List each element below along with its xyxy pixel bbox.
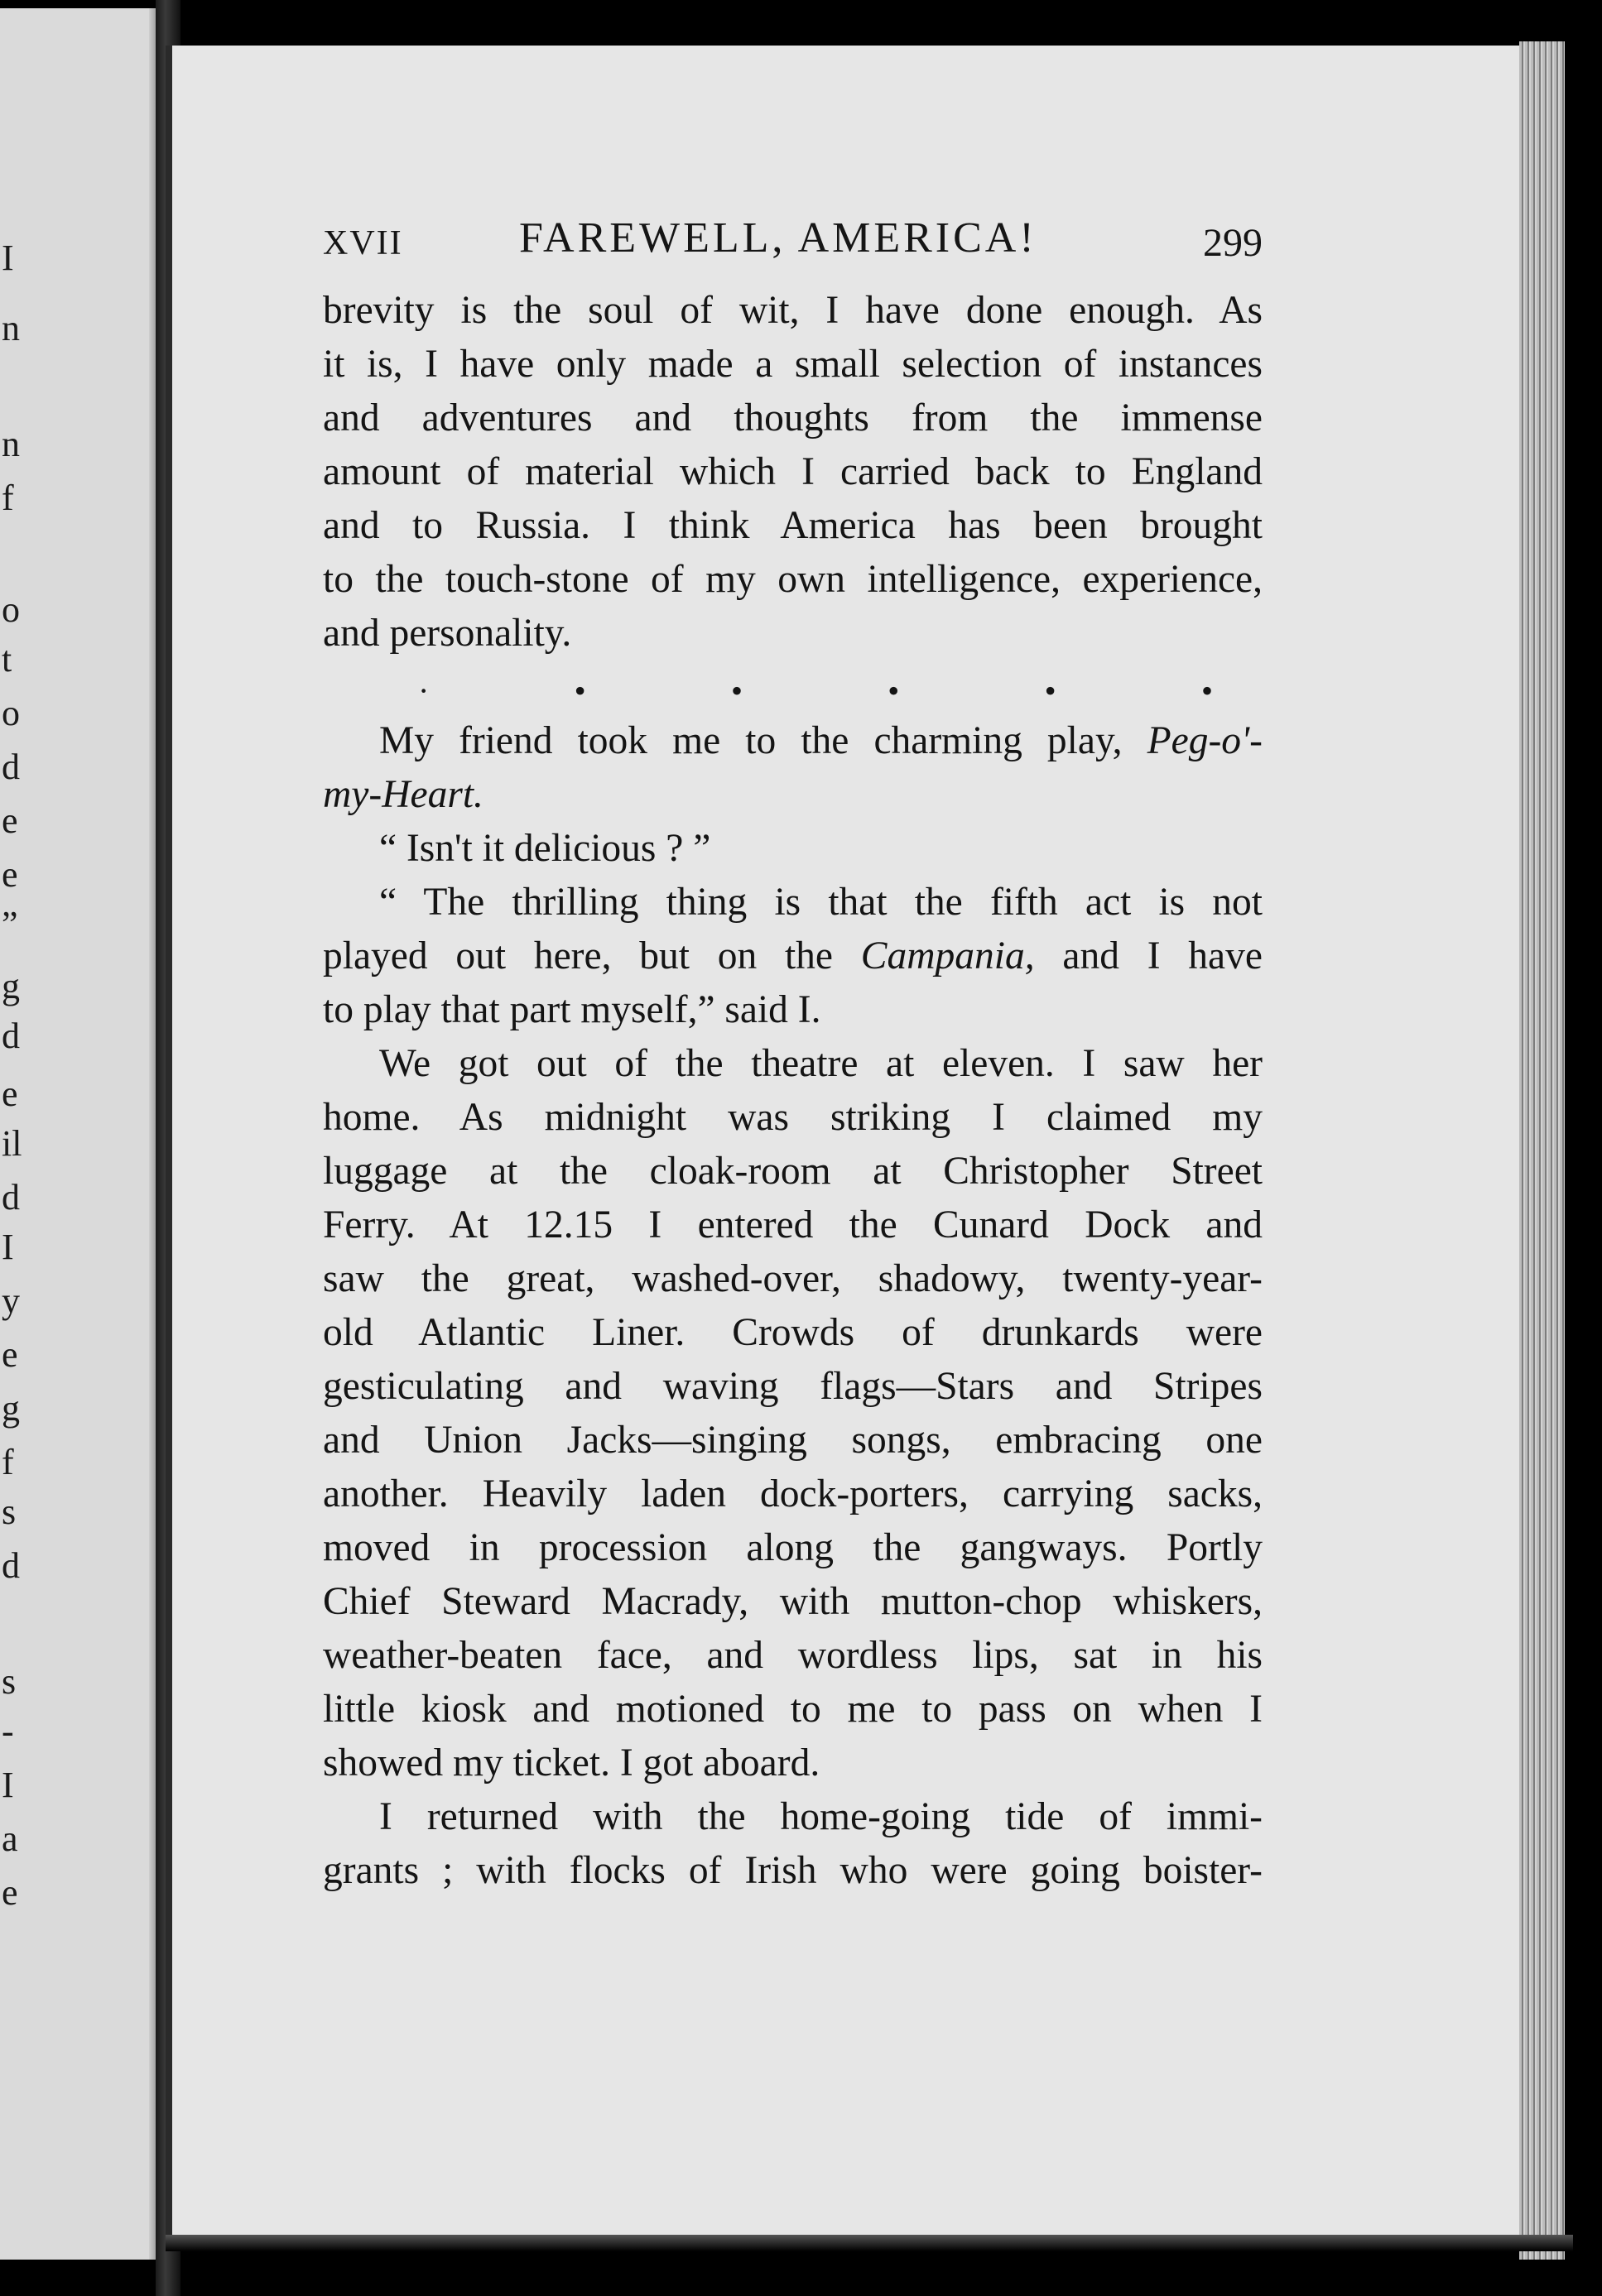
text-line: old Atlantic Liner. Crowds of drunkards were — [323, 1311, 1263, 1354]
section-break-dot: • — [574, 672, 586, 709]
paragraph — [323, 1790, 1263, 1898]
previous-page-line-endings — [0, 8, 33, 2260]
running-head — [323, 214, 1263, 271]
text-line: moved in procession along the gangways. Portly — [323, 1526, 1263, 1569]
play-title: Peg-o'- — [1147, 719, 1263, 762]
chapter-number: XVII — [323, 224, 403, 262]
text-line: weather-beaten face, and wordless lips, sat in his — [323, 1634, 1263, 1677]
text-line: brevity is the soul of wit, I have done enough. As — [323, 289, 1263, 332]
text-line: grants ; with flocks of Irish who were going boister- — [323, 1849, 1263, 1892]
text-line: it is, I have only made a small selection of instances — [323, 343, 1263, 386]
text-line: I returned with the home-going tide of immi- — [379, 1795, 1263, 1838]
text-line: to play that part myself,” said I. — [323, 988, 821, 1031]
previous-page-glyph: d — [2, 1016, 20, 1056]
previous-page-fragment — [0, 8, 157, 2260]
section-break-dot: • — [1200, 672, 1213, 709]
previous-page-glyph: ” — [2, 904, 18, 944]
text-line: We got out of the theatre at eleven. I saw her — [379, 1042, 1263, 1085]
play-title: my-Heart. — [323, 773, 483, 816]
text-line: “ Isn't it delicious ? ” — [379, 827, 711, 870]
text-line — [323, 768, 1263, 822]
text-line: Ferry. At 12.15 I entered the Cunard Dock and — [323, 1203, 1263, 1246]
text-line: and personality. — [323, 612, 572, 655]
previous-page-glyph: I — [2, 1227, 14, 1267]
previous-page-glyph: - — [2, 1711, 14, 1751]
text-line: and adventures and thoughts from the immense — [323, 396, 1263, 440]
page-stack-edges — [1519, 41, 1565, 2260]
previous-page-glyph: e — [2, 800, 18, 841]
text-run: My friend took me to the charming play, — [379, 719, 1147, 762]
section-break-dot: · — [418, 672, 430, 709]
previous-page-glyph: n — [2, 308, 20, 348]
body-text — [323, 284, 1263, 1898]
section-break-dot: • — [888, 672, 900, 709]
previous-page-glyph: s — [2, 1661, 17, 1702]
ship-name: Campania, — [860, 934, 1035, 977]
text-line: saw the great, washed-over, shadowy, twenty-year- — [323, 1257, 1263, 1300]
section-break-dot: • — [730, 672, 743, 709]
previous-page-glyph: e — [2, 1334, 18, 1375]
text-line: gesticulating and waving flags—Stars and Stripes — [323, 1365, 1263, 1408]
paragraph — [323, 714, 1263, 822]
text-line: another. Heavily laden dock-porters, carrying sacks, — [323, 1472, 1263, 1515]
text-line: and Union Jacks—singing songs, embracing one — [323, 1419, 1263, 1462]
previous-page-glyph: s — [2, 1491, 17, 1532]
text-line: little kiosk and motioned to me to pass on when I — [323, 1688, 1263, 1731]
text-line: “ The thrilling thing is that the fifth act is not — [379, 881, 1263, 924]
previous-page-glyph: a — [2, 1818, 18, 1859]
paragraph — [323, 876, 1263, 1037]
previous-page-glyph: d — [2, 747, 20, 787]
previous-page-glyph: f — [2, 1442, 14, 1482]
previous-page-glyph: il — [2, 1123, 22, 1164]
paragraph — [323, 822, 1263, 876]
previous-page-glyph: f — [2, 478, 14, 518]
previous-page-glyph: I — [2, 238, 14, 278]
page-bottom-shadow — [166, 2235, 1573, 2251]
previous-page-glyph: y — [2, 1280, 20, 1321]
previous-page-glyph: g — [2, 966, 20, 1006]
previous-page-glyph: e — [2, 1074, 18, 1114]
previous-page-glyph: d — [2, 1545, 20, 1586]
page-number: 299 — [1203, 221, 1263, 265]
previous-page-glyph: d — [2, 1177, 20, 1218]
chapter-title: FAREWELL, AMERICA! — [519, 214, 1037, 262]
text-line: home. As midnight was striking I claimed my — [323, 1096, 1263, 1139]
text-line: luggage at the cloak-room at Christopher Street — [323, 1150, 1263, 1193]
previous-page-glyph: o — [2, 589, 20, 630]
paragraph — [323, 284, 1263, 660]
section-break-dot: • — [1044, 672, 1056, 709]
text-line — [323, 929, 1263, 983]
previous-page-glyph: e — [2, 1872, 18, 1913]
previous-page-glyph: g — [2, 1388, 20, 1429]
text-line — [323, 714, 1263, 768]
previous-page-glyph: t — [2, 639, 12, 680]
previous-page-glyph: o — [2, 693, 20, 733]
paragraph — [323, 1037, 1263, 1790]
section-break — [323, 660, 1263, 714]
text-line: Chief Steward Macrady, with mutton-chop whiskers, — [323, 1580, 1263, 1623]
text-run: and I have — [1034, 934, 1263, 977]
text-line: amount of material which I carried back to England — [323, 450, 1263, 493]
text-run: played out here, but on the — [323, 934, 861, 977]
previous-page-glyph: n — [2, 424, 20, 464]
text-line: showed my ticket. I got aboard. — [323, 1741, 820, 1784]
text-line: to the touch-stone of my own intelligence, experience, — [323, 558, 1263, 601]
previous-page-glyph: I — [2, 1765, 14, 1805]
text-line: and to Russia. I think America has been brought — [323, 504, 1263, 547]
previous-page-glyph: e — [2, 854, 18, 895]
